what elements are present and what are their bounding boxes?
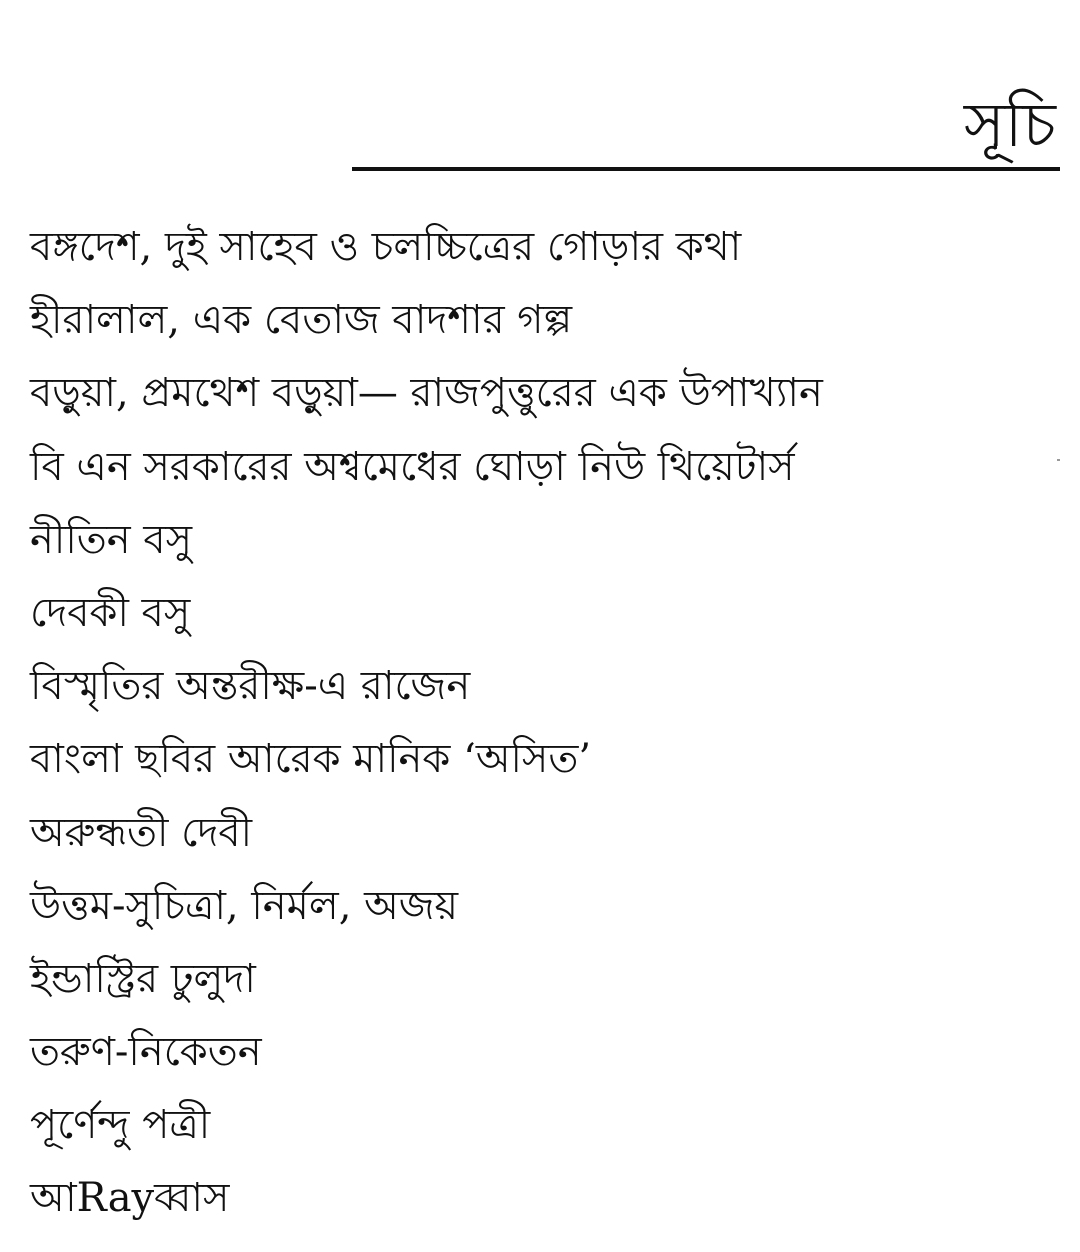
toc-entry: বঙ্গদেশ, দুই সাহেব ও চলচ্চিত্রের গোড়ার কথা xyxy=(30,224,742,270)
toc-entry: বড়ুয়া, প্রমথেশ বড়ুয়া— রাজপুত্তুরের এক উপাখ্যান xyxy=(30,370,823,417)
toc-entry: তরুণ-নিকেতন xyxy=(30,1029,262,1076)
toc-entry: বাংলা ছবির আরেক মানিক ‘অসিত’ xyxy=(30,736,592,783)
toc-entry: নীতিন বসু xyxy=(30,516,193,563)
toc-entry: অরুন্ধতী দেবী xyxy=(30,809,253,856)
table-of-contents xyxy=(30,220,823,1245)
toc-entry: হীরালাল, এক বেতাজ বাদশার গল্প xyxy=(30,297,573,344)
toc-entry: পূর্ণেন্দু পত্রী xyxy=(30,1102,211,1149)
toc-entry: উত্তম-সুচিত্রা, নির্মল, অজয় xyxy=(30,882,459,929)
title-rule xyxy=(352,167,1060,171)
scan-mark xyxy=(1057,459,1060,461)
toc-entry: দেবকী বসু xyxy=(30,589,191,636)
toc-entry: বি এন সরকারের অশ্বমেধের ঘোড়া নিউ থিয়েটার্স xyxy=(30,443,795,490)
page-title: সূচি xyxy=(963,87,1056,161)
toc-entry: বিস্মৃতির অন্তরীক্ষ-এ রাজেন xyxy=(30,663,471,710)
toc-entry: ইন্ডাস্ট্রির ঢুলুদা xyxy=(30,955,256,1002)
toc-entry: আRayব্বাস xyxy=(30,1175,230,1222)
